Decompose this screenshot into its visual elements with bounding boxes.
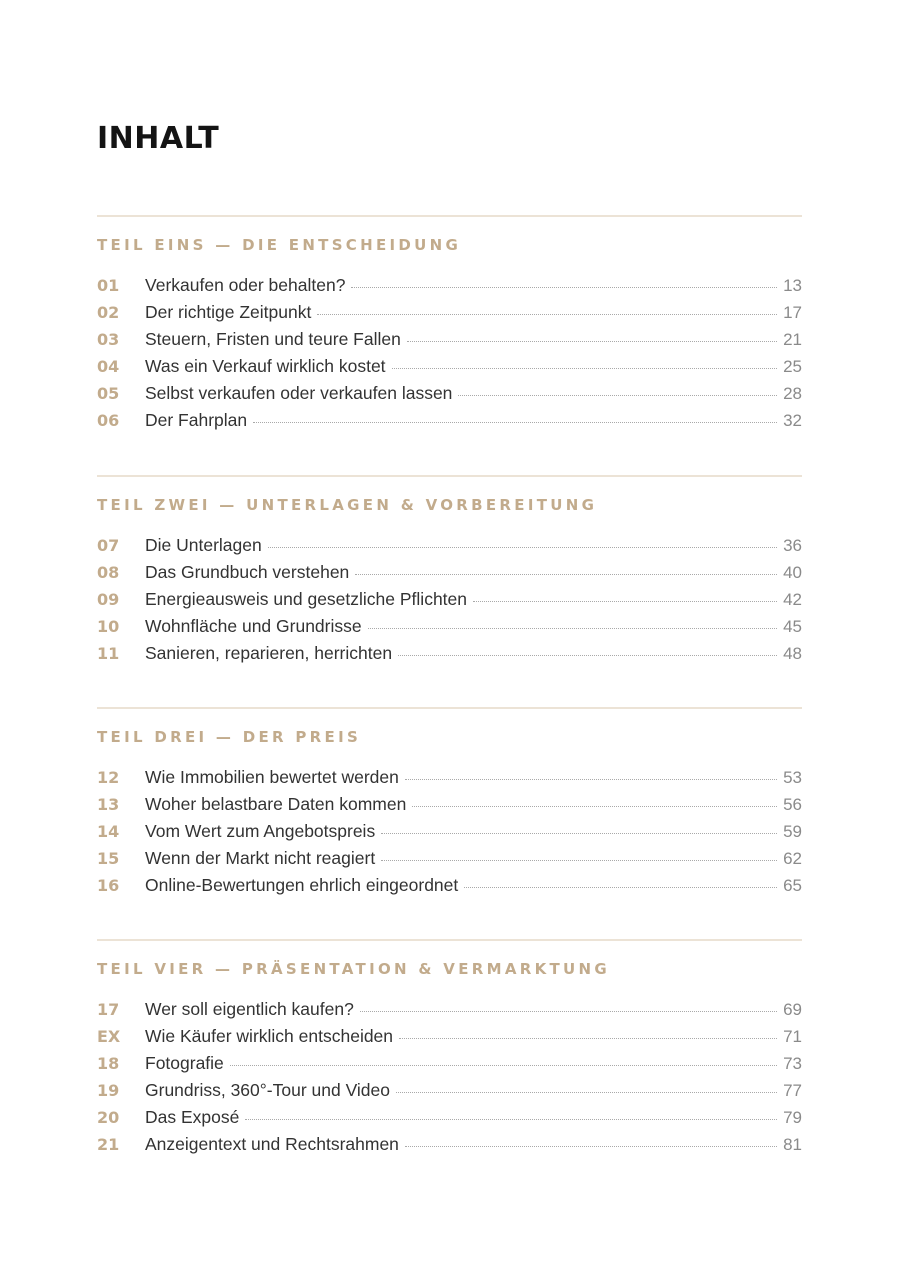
toc-entry[interactable] (97, 383, 802, 410)
dot-leader (464, 887, 777, 888)
dot-leader (317, 314, 777, 315)
dot-leader (399, 1038, 777, 1039)
toc-entry[interactable] (97, 821, 802, 848)
chapter-title: Energieausweis und gesetzliche Pflichten (145, 589, 467, 609)
chapter-number: 06 (97, 411, 120, 430)
page-number: 42 (783, 590, 802, 609)
page-number: 59 (783, 822, 802, 841)
chapter-number: 03 (97, 330, 120, 349)
chapter-title: Anzeigentext und Rechtsrahmen (145, 1134, 399, 1154)
dot-leader (381, 860, 777, 861)
chapter-number: 11 (97, 644, 120, 663)
section-divider (97, 475, 802, 477)
chapter-number: 19 (97, 1081, 120, 1100)
toc-entry[interactable] (97, 589, 802, 616)
chapter-title: Das Grundbuch verstehen (145, 562, 350, 582)
page-number: 73 (783, 1054, 802, 1073)
chapter-number: 02 (97, 303, 120, 322)
chapter-number: 14 (97, 822, 120, 841)
toc-entry[interactable] (97, 794, 802, 821)
section-divider (97, 707, 802, 709)
chapter-title: Grundriss, 360°-Tour und Video (145, 1080, 391, 1100)
dot-leader (368, 628, 777, 629)
chapter-number: 16 (97, 876, 120, 895)
section-heading: TEIL EINS — DIE ENTSCHEIDUNG (97, 236, 462, 254)
dot-leader (405, 1146, 777, 1147)
section-heading: TEIL ZWEI — UNTERLAGEN & VORBEREITUNG (97, 496, 598, 514)
dot-leader (360, 1011, 777, 1012)
chapter-number: 05 (97, 384, 120, 403)
chapter-title: Das Exposé (145, 1107, 240, 1127)
chapter-title: Wenn der Markt nicht reagiert (145, 848, 376, 868)
chapter-number: 17 (97, 1000, 120, 1019)
dot-leader (405, 779, 777, 780)
dot-leader (396, 1092, 777, 1093)
chapter-title: Selbst verkaufen oder verkaufen lassen (145, 383, 453, 403)
chapter-title: Woher belastbare Daten kommen (145, 794, 407, 814)
toc-entry[interactable] (97, 616, 802, 643)
dot-leader (412, 806, 777, 807)
toc-entry[interactable] (97, 1134, 802, 1161)
toc-entry[interactable] (97, 1026, 802, 1053)
page-number: 25 (783, 357, 802, 376)
chapter-number: 08 (97, 563, 120, 582)
chapter-title: Die Unterlagen (145, 535, 262, 555)
page-number: 36 (783, 536, 802, 555)
dot-leader (381, 833, 777, 834)
toc-entry[interactable] (97, 562, 802, 589)
dot-leader (355, 574, 777, 575)
page-number: 65 (783, 876, 802, 895)
chapter-title: Der Fahrplan (145, 410, 248, 430)
section-heading: TEIL VIER — PRÄSENTATION & VERMARKTUNG (97, 960, 610, 978)
chapter-title: Was ein Verkauf wirklich kostet (145, 356, 386, 376)
dot-leader (245, 1119, 777, 1120)
chapter-title: Wie Immobilien bewertet werden (145, 767, 399, 787)
dot-leader (253, 422, 777, 423)
chapter-number: 15 (97, 849, 120, 868)
chapter-number: 09 (97, 590, 120, 609)
section-teil-vier (97, 939, 802, 1161)
chapter-number: 07 (97, 536, 120, 555)
chapter-title: Vom Wert zum Angebotspreis (145, 821, 376, 841)
dot-leader (230, 1065, 777, 1066)
toc-entry[interactable] (97, 767, 802, 794)
chapter-number: EX (97, 1027, 121, 1046)
chapter-number: 10 (97, 617, 120, 636)
chapter-title: Online-Bewertungen ehrlich eingeordnet (145, 875, 459, 895)
section-teil-drei (97, 707, 802, 902)
toc-entry[interactable] (97, 356, 802, 383)
chapter-title: Verkaufen oder behalten? (145, 275, 346, 295)
section-teil-eins (97, 215, 802, 437)
toc-entry[interactable] (97, 535, 802, 562)
toc-entry[interactable] (97, 999, 802, 1026)
page-number: 69 (783, 1000, 802, 1019)
toc-entry[interactable] (97, 1080, 802, 1107)
page-number: 17 (783, 303, 802, 322)
section-divider (97, 939, 802, 941)
dot-leader (458, 395, 777, 396)
toc-entry[interactable] (97, 329, 802, 356)
toc-entry[interactable] (97, 302, 802, 329)
page-number: 77 (783, 1081, 802, 1100)
chapter-number: 18 (97, 1054, 120, 1073)
chapter-title: Fotografie (145, 1053, 224, 1073)
page-number: 45 (783, 617, 802, 636)
chapter-title: Wie Käufer wirklich entscheiden (145, 1026, 394, 1046)
chapter-number: 13 (97, 795, 120, 814)
chapter-number: 01 (97, 276, 120, 295)
page-title: INHALT (97, 121, 220, 156)
dot-leader (398, 655, 777, 656)
section-divider (97, 215, 802, 217)
page-number: 21 (783, 330, 802, 349)
chapter-title: Sanieren, reparieren, herrichten (145, 643, 393, 663)
toc-entry[interactable] (97, 1053, 802, 1080)
page-number: 81 (783, 1135, 802, 1154)
page-number: 56 (783, 795, 802, 814)
dot-leader (351, 287, 777, 288)
dot-leader (392, 368, 778, 369)
chapter-title: Steuern, Fristen und teure Fallen (145, 329, 401, 349)
toc-entry[interactable] (97, 1107, 802, 1134)
chapter-title: Wohnfläche und Grundrisse (145, 616, 362, 636)
page-number: 79 (783, 1108, 802, 1127)
dot-leader (407, 341, 777, 342)
page-number: 53 (783, 768, 802, 787)
section-heading: TEIL DREI — DER PREIS (97, 728, 362, 746)
chapter-number: 20 (97, 1108, 120, 1127)
toc-entry[interactable] (97, 275, 802, 302)
toc-entry[interactable] (97, 848, 802, 875)
page-number: 28 (783, 384, 802, 403)
page-number: 71 (783, 1027, 802, 1046)
page-number: 13 (783, 276, 802, 295)
page-number: 32 (783, 411, 802, 430)
chapter-number: 04 (97, 357, 120, 376)
chapter-number: 12 (97, 768, 120, 787)
toc-entry[interactable] (97, 875, 802, 902)
toc-entry[interactable] (97, 410, 802, 437)
chapter-title: Wer soll eigentlich kaufen? (145, 999, 354, 1019)
chapter-title: Der richtige Zeitpunkt (145, 302, 312, 322)
dot-leader (473, 601, 777, 602)
chapter-number: 21 (97, 1135, 120, 1154)
section-teil-zwei (97, 475, 802, 670)
page-number: 40 (783, 563, 802, 582)
page-number: 62 (783, 849, 802, 868)
dot-leader (268, 547, 777, 548)
toc-entry[interactable] (97, 643, 802, 670)
page-number: 48 (783, 644, 802, 663)
